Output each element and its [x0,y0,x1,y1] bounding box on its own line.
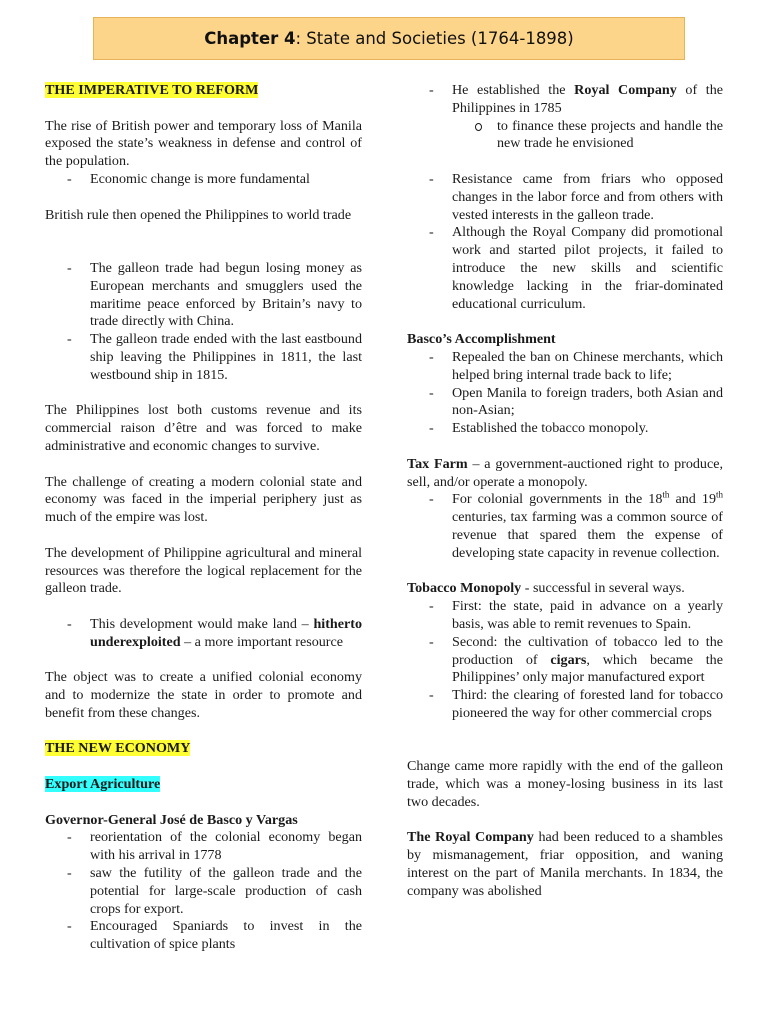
paragraph: The object was to create a unified colonial economy and to modernize the state in order to promote and benefit from these changes. [45,669,362,721]
paragraph: The challenge of creating a modern colonial state and economy was faced in the imperial periphery just as much of the empire was lost. [45,473,362,526]
paragraph: British rule then opened the Philippines to world trade [45,206,352,223]
list-item: - Although the Royal Company did promotional work and started pilot projects, it failed to introduce the new skills and scientific knowledge lacking in the friar-dominated educational curriculum. [407,224,723,313]
bullet-list [407,349,723,438]
list-item: - Second: the cultivation of tobacco led to the production of cigars, which became the Philippines’ only major manufactured export [407,634,723,687]
chapter-title-banner [93,17,685,60]
list-item: - First: the state, paid in advance on a yearly basis, was able to remit revenues to Spain. [407,598,723,634]
reform-heading: THE IMPERATIVE TO REFORM [45,82,259,98]
sub-bullet-list [452,118,723,154]
basco-accomplishment-heading: Basco’s Accomplishment [407,331,556,348]
list-item: - Open Manila to foreign traders, both Asian and non-Asian; [407,385,723,421]
paragraph: The Philippines lost both customs revenue and its commercial raison d’être and was forced to make administrative and economic changes to survive. [45,402,362,454]
left-column [45,82,362,954]
bullet-list [45,171,362,189]
sub-list-item: to finance these projects and handle the new trade he envisioned [452,118,723,154]
chapter-title: : State and Societies (1764-1898) [295,28,574,48]
list-item: - Repealed the ban on Chinese merchants, which helped bring internal trade back to life; [407,349,723,385]
export-agriculture-heading: Export Agriculture [45,776,161,793]
list-item: - This development would make land – hitherto underexploited – a more important resource [45,616,362,652]
basco-heading: Governor-General José de Basco y Vargas [45,811,298,828]
bullet-list [407,171,723,313]
list-item: - Third: the clearing of forested land for tobacco pioneered the way for other commercial crops [407,687,723,723]
paragraph: The development of Philippine agricultural and mineral resources was therefore the logical replacement for the galleon trade. [45,544,362,597]
paragraph: The rise of British power and temporary loss of Manila exposed the state’s weakness in defense and control of the population. [45,117,362,170]
bullet-list [407,491,723,562]
list-item: - Resistance came from friars who opposed changes in the labor force and from others with vested interests in the galleon trade. [407,171,723,224]
list-item: - Encouraged Spaniards to invest in the cultivation of spice plants [45,918,362,954]
bullet-list [407,82,723,153]
right-column [407,82,723,901]
list-item: - reorientation of the colonial economy began with his arrival in 1778 [45,829,362,865]
list-item: - saw the futility of the galleon trade and the potential for large-scale production of cash crops for export. [45,865,362,918]
chapter-number: Chapter 4 [204,28,296,48]
paragraph: Change came more rapidly with the end of the galleon trade, which was a money-losing business in its last two decades. [407,758,723,810]
paragraph: The Royal Company had been reduced to a shambles by mismanagement, friar opposition, and waning interest on the part of Manila merchants. In 1834, the company was abolished [407,829,724,899]
tax-farm-definition: Tax Farm – a government-auctioned right to produce, sell, and/or operate a monopoly. [407,455,724,490]
bullet-list [45,829,362,954]
list-item: - For colonial governments in the 18th and 19th centuries, tax farming was a common source of revenue that spared them the expense of developing state capacity in revenue collection. [407,491,723,562]
bullet-list [45,260,362,385]
list-item: - The galleon trade ended with the last eastbound ship leaving the Philippines in 1811, the last westbound ship in 1815. [45,331,362,384]
list-item: - He established the Royal Company of the Philippines in 1785 to finance these projects and handle the new trade he envisioned [407,82,723,153]
new-economy-heading: THE NEW ECONOMY [45,740,191,757]
list-item: - The galleon trade had begun losing money as European merchants and smugglers used the maritime peace enforced by Britain’s navy to trade directly with China. [45,260,362,331]
tobacco-monopoly-heading: Tobacco Monopoly - successful in several ways. [407,580,685,597]
list-item: - Established the tobacco monopoly. [407,420,723,438]
bullet-list [45,616,362,652]
bullet-list [407,598,723,723]
list-item: - Economic change is more fundamental [45,171,362,189]
